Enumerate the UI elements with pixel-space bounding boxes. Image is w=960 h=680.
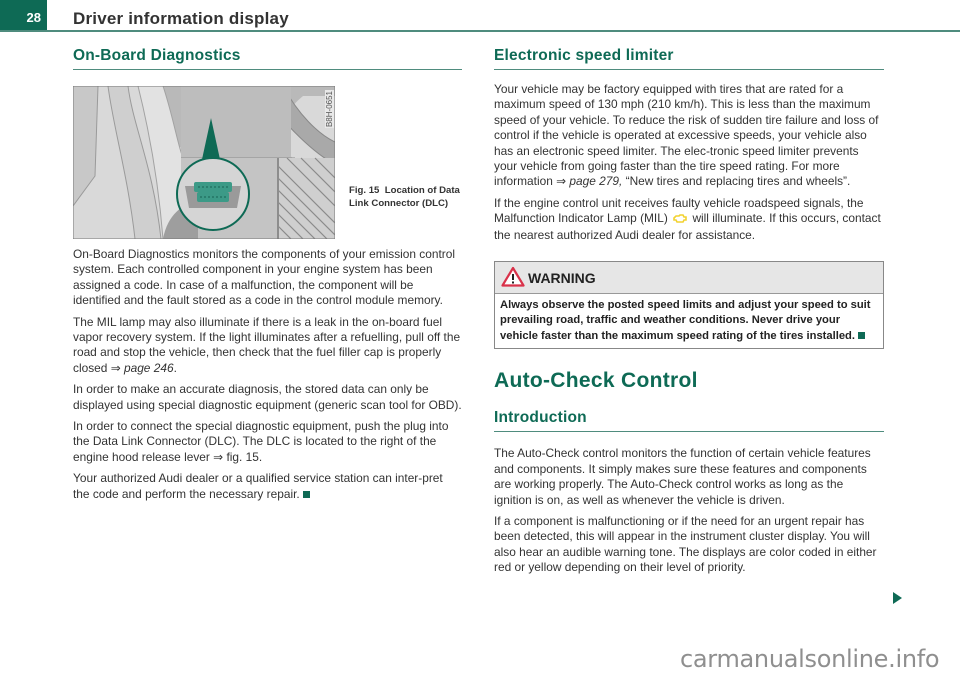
engine-warning-icon bbox=[673, 212, 687, 227]
cross-reference-link[interactable]: page 279, bbox=[569, 174, 623, 189]
warning-title: WARNING bbox=[528, 270, 596, 287]
figure-caption-label: Fig. 15 bbox=[349, 185, 380, 196]
figure-dlc-location bbox=[73, 86, 335, 239]
paragraph: In order to make an accurate diagnosis, the stored data can only be displayed using special diagnostic equipment (generic scan tool for OBD). bbox=[73, 382, 462, 412]
continue-arrow-icon bbox=[893, 592, 902, 604]
paragraph-text: In order to connect the special diagnostic equipment, push the plug into the Data Link Connector (DLC). The DLC is located to the right of the engine hood release lever bbox=[73, 419, 449, 464]
page-number-box bbox=[0, 0, 47, 30]
cross-reference-arrow: ⇒ bbox=[110, 360, 121, 375]
cross-reference-link[interactable]: fig. 15 bbox=[226, 449, 259, 464]
paragraph-text: Your vehicle may be factory equipped with tires that are rated for a maximum speed of 130 mph (210 km/h). This is less than the maximum speed of your vehicle. To reduce the risk of sudden tire failure and loss of control if the vehicle is operated at excessive speeds, your vehicle also has an electronic speed limiter. The elec-tronic speed limiter prevents your vehicle from going faster than the tire speed rating. For more information bbox=[494, 82, 879, 189]
chapter-heading: Auto-Check Control bbox=[494, 369, 698, 393]
end-of-section-icon bbox=[303, 491, 310, 498]
warning-header bbox=[495, 262, 883, 294]
figure-row bbox=[73, 86, 462, 252]
paragraph bbox=[73, 471, 462, 502]
figure-image-code: B8H-0651 bbox=[325, 91, 334, 128]
warning-box bbox=[494, 261, 884, 349]
paragraph-text: The MIL lamp may also illuminate if there is a leak in the on-board fuel vapor recovery system. If the light illuminates after a refuelling, pull off the road and stop the vehicle, then check that the fuel filler cap is properly closed bbox=[73, 314, 461, 375]
dlc-connector-illustration bbox=[73, 86, 335, 239]
figure-caption-text: Location of Data Link Connector (DLC) bbox=[349, 185, 460, 209]
warning-text: Always observe the posted speed limits and adjust your speed to suit prevailing road, traffic and weather conditions. Never drive your vehicle faster than the maximum speed rating of the tires installed. bbox=[500, 299, 871, 342]
paragraph: The Auto-Check control monitors the function of certain vehicle features and components. It simply makes sure these features and components are working properly. The Auto-Check control works as long as the ignition is on, as well as whenever the vehicle is driven. bbox=[494, 446, 871, 507]
paragraph-text: If the engine control unit receives faulty vehicle roadspeed signals, the Malfunction Indicator Lamp (MIL) bbox=[494, 195, 864, 226]
warning-body bbox=[495, 294, 883, 348]
figure-caption bbox=[349, 185, 461, 210]
chapter-title: Driver information display bbox=[73, 9, 289, 28]
cross-reference-link[interactable]: page 246 bbox=[123, 360, 174, 375]
paragraph-text: . bbox=[258, 449, 263, 464]
paragraph bbox=[73, 315, 462, 377]
paragraph-text: will illuminate. If this occurs, contact the nearest authorized Audi dealer for assistance. bbox=[494, 211, 881, 242]
right-column bbox=[494, 47, 884, 582]
section-title-introduction: Introduction bbox=[494, 409, 884, 432]
section-title-speed-limiter: Electronic speed limiter bbox=[494, 47, 884, 70]
paragraph bbox=[73, 419, 462, 465]
paragraph-text: . bbox=[173, 360, 177, 375]
paragraph: On-Board Diagnostics monitors the components of your emission control system. Each controlled component in your engine system has been assigned a code. In case of a malfunction, the component will be identified and the fault stored as a code in the control module memory. bbox=[73, 247, 455, 308]
page-header bbox=[0, 0, 960, 32]
section-title-obd: On-Board Diagnostics bbox=[73, 47, 462, 70]
paragraph: If a component is malfunctioning or if the need for an urgent repair has been detected, this will appear in the instrument cluster display. You will also hear an audible warning tone. The displays are color coded in either red or yellow depending on their level of priority. bbox=[494, 513, 877, 575]
paragraph-text: Your authorized Audi dealer or a qualified service station can inter-pret the code and perform the necessary repair. bbox=[73, 471, 443, 501]
paragraph-text: “New tires and replacing tires and wheels”. bbox=[622, 174, 851, 189]
cross-reference-arrow: ⇒ bbox=[556, 174, 567, 189]
paragraph bbox=[494, 82, 884, 190]
end-of-section-icon bbox=[858, 332, 865, 339]
watermark[interactable]: carmanualsonline.info bbox=[680, 645, 940, 673]
left-column bbox=[73, 47, 462, 508]
paragraph bbox=[494, 196, 884, 243]
cross-reference-arrow: ⇒ bbox=[213, 449, 224, 464]
warning-triangle-icon bbox=[501, 266, 525, 292]
page-number: 28 bbox=[26, 10, 41, 25]
